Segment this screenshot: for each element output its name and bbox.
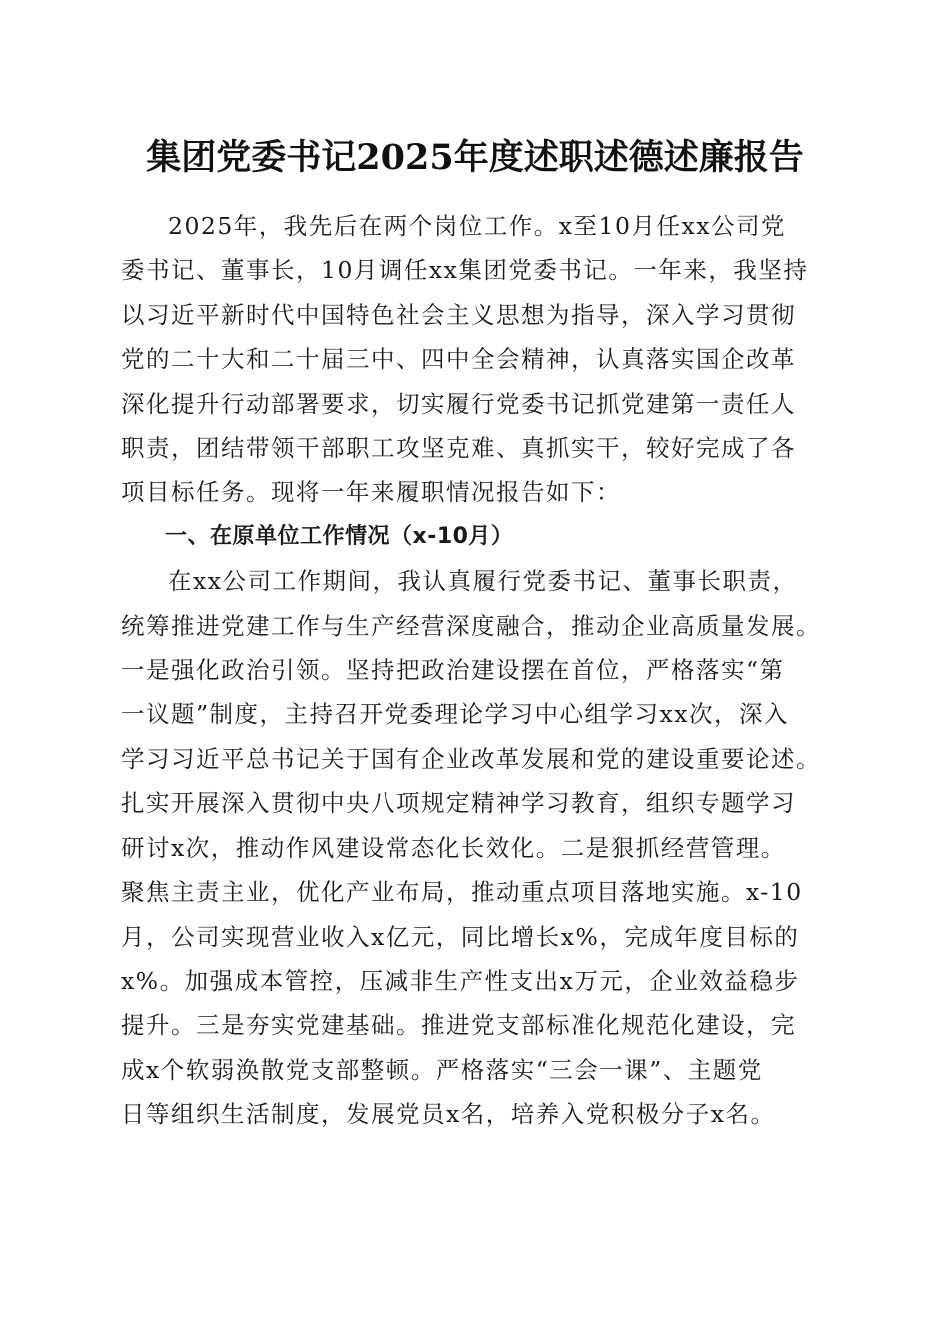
section1-line: 月，公司实现营业收入x亿元，同比增长x%，完成年度目标的 bbox=[121, 922, 800, 951]
section1-line: 学习习近平总书记关于国有企业改革发展和党的建设重要论述。 bbox=[121, 744, 821, 773]
section1-paragraph bbox=[121, 559, 831, 1136]
section1-line: x%。加强成本管控，压减非生产性支出x万元，企业效益稳步 bbox=[121, 966, 800, 995]
document-title: 集团党委书记2025年度述职述德述廉报告 bbox=[146, 137, 804, 178]
section1-line: 扎实开展深入贯彻中央八项规定精神学习教育，组织专题学习 bbox=[121, 789, 796, 818]
section1-line: 一议题”制度，主持召开党委理论学习中心组学习xx次，深入 bbox=[121, 700, 790, 729]
intro-line: 以习近平新时代中国特色社会主义思想为指导，深入学习贯彻 bbox=[121, 300, 796, 329]
intro-line: 2025年，我先后在两个岗位工作。x至10月任xx公司党 bbox=[168, 212, 786, 240]
section-heading: 一、在原单位工作情况（x-10月） bbox=[165, 523, 514, 549]
section1-line: 研讨x次，推动作风建设常态化长效化。二是狠抓经营管理。 bbox=[121, 833, 786, 862]
section1-line: 提升。三是夯实党建基础。推进党支部标准化规范化建设，完 bbox=[121, 1011, 796, 1040]
section1-line: 统筹推进党建工作与生产经营深度融合，推动企业高质量发展。 bbox=[121, 611, 821, 640]
document-body bbox=[121, 204, 831, 1137]
intro-line: 党的二十大和二十届三中、四中全会精神，认真落实国企改革 bbox=[121, 345, 796, 374]
intro-line: 项目标任务。现将一年来履职情况报告如下： bbox=[121, 478, 621, 507]
intro-paragraph bbox=[121, 204, 831, 515]
section1-line: 成x个软弱涣散党支部整顿。严格落实“三会一课”、主题党 bbox=[121, 1055, 763, 1084]
intro-line: 委书记、董事长，10月调任xx集团党委书记。一年来，我坚持 bbox=[121, 256, 809, 285]
section1-line: 一是强化政治引领。坚持把政治建设摆在首位，严格落实“第 bbox=[121, 656, 785, 685]
intro-line: 深化提升行动部署要求，切实履行党委书记抓党建第一责任人 bbox=[121, 389, 796, 418]
section1-line: 在xx公司工作期间，我认真履行党委书记、董事长职责， bbox=[168, 567, 798, 596]
intro-line: 职责，团结带领干部职工攻坚克难、真抓实干，较好完成了各 bbox=[121, 434, 796, 463]
section1-line: 日等组织生活制度，发展党员x名，培养入党积极分子x名。 bbox=[121, 1100, 776, 1129]
section1-line: 聚焦主责主业，优化产业布局，推动重点项目落地实施。x-10 bbox=[121, 878, 803, 907]
